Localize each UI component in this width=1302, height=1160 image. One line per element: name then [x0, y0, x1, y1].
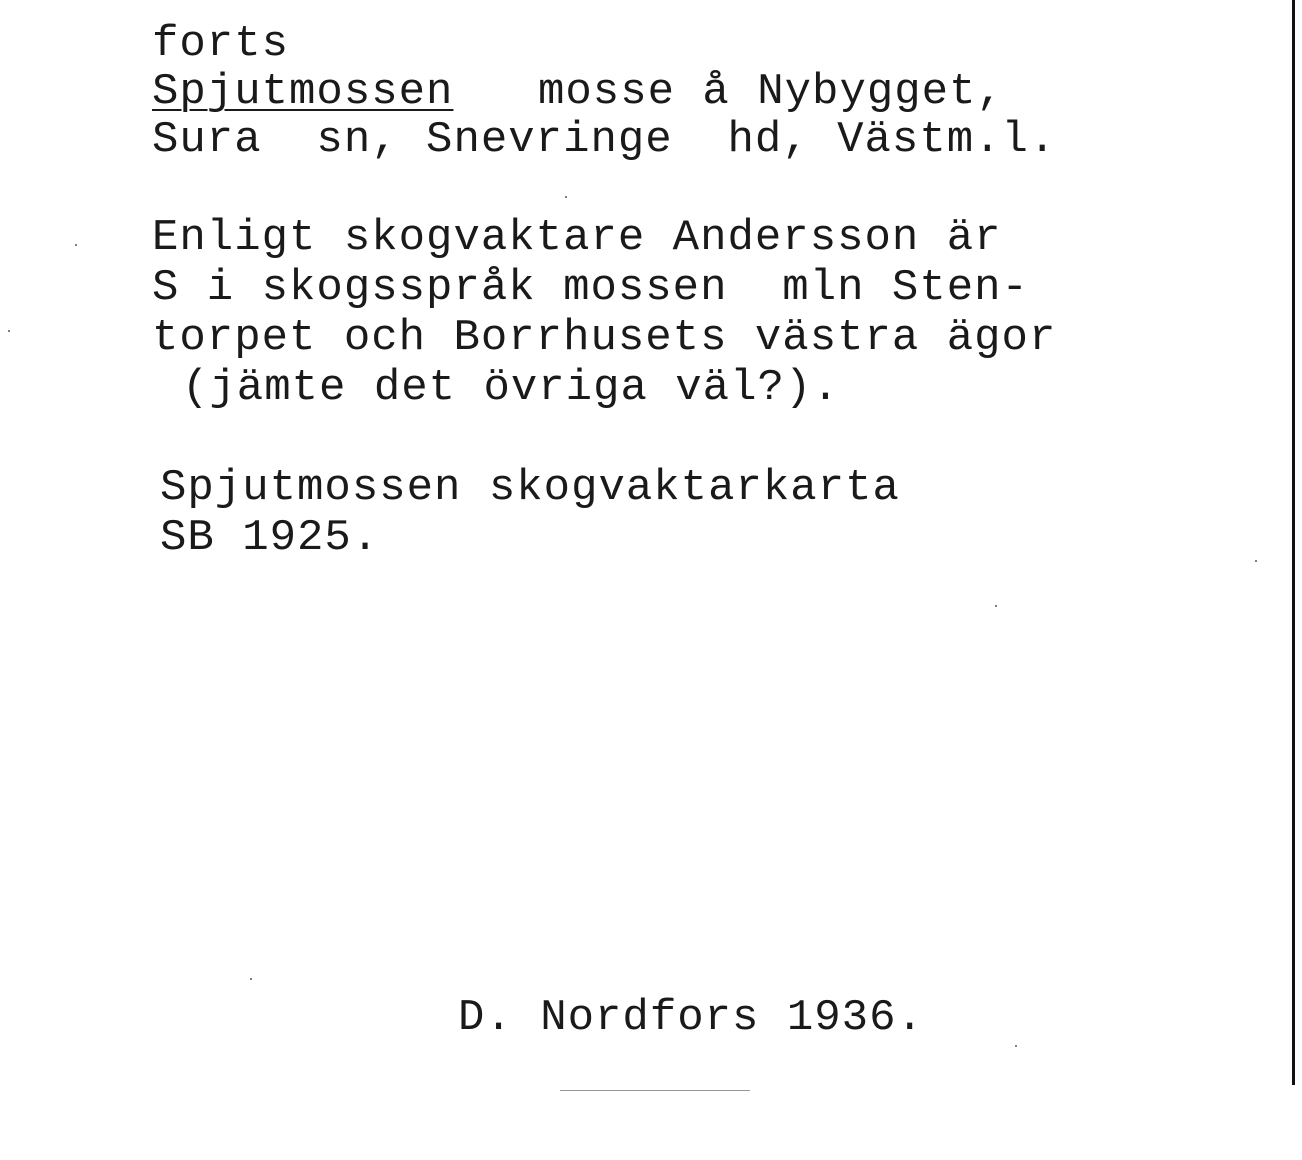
location-line: Sura sn, Snevringe hd, Västm.l.	[152, 115, 1057, 165]
body-line-3: torpet och Borrhusets västra ägor	[152, 313, 1057, 363]
body-line-1: Enligt skogvaktare Andersson är	[152, 213, 1002, 263]
scan-speck	[250, 978, 252, 980]
scan-speck	[995, 605, 997, 607]
place-name: Spjutmossen	[152, 67, 454, 117]
reference-line-1: Spjutmossen skogvaktarkarta	[160, 463, 900, 513]
body-line-2: S i skogsspråk mossen mln Sten-	[152, 263, 1029, 313]
scan-speck	[565, 196, 567, 198]
card-bottom-edge	[560, 1090, 750, 1091]
card-right-edge	[1292, 0, 1295, 1085]
scan-speck	[75, 244, 77, 246]
scan-speck	[1015, 1045, 1017, 1047]
continued-marker: forts	[152, 19, 290, 69]
scan-speck	[1255, 560, 1257, 562]
signature: D. Nordfors 1936.	[458, 993, 924, 1043]
reference-line-2: SB 1925.	[160, 513, 380, 563]
scan-speck	[8, 330, 10, 332]
body-line-4: (jämte det övriga väl?).	[182, 363, 840, 413]
place-description: mosse å Nybygget,	[538, 67, 1004, 117]
